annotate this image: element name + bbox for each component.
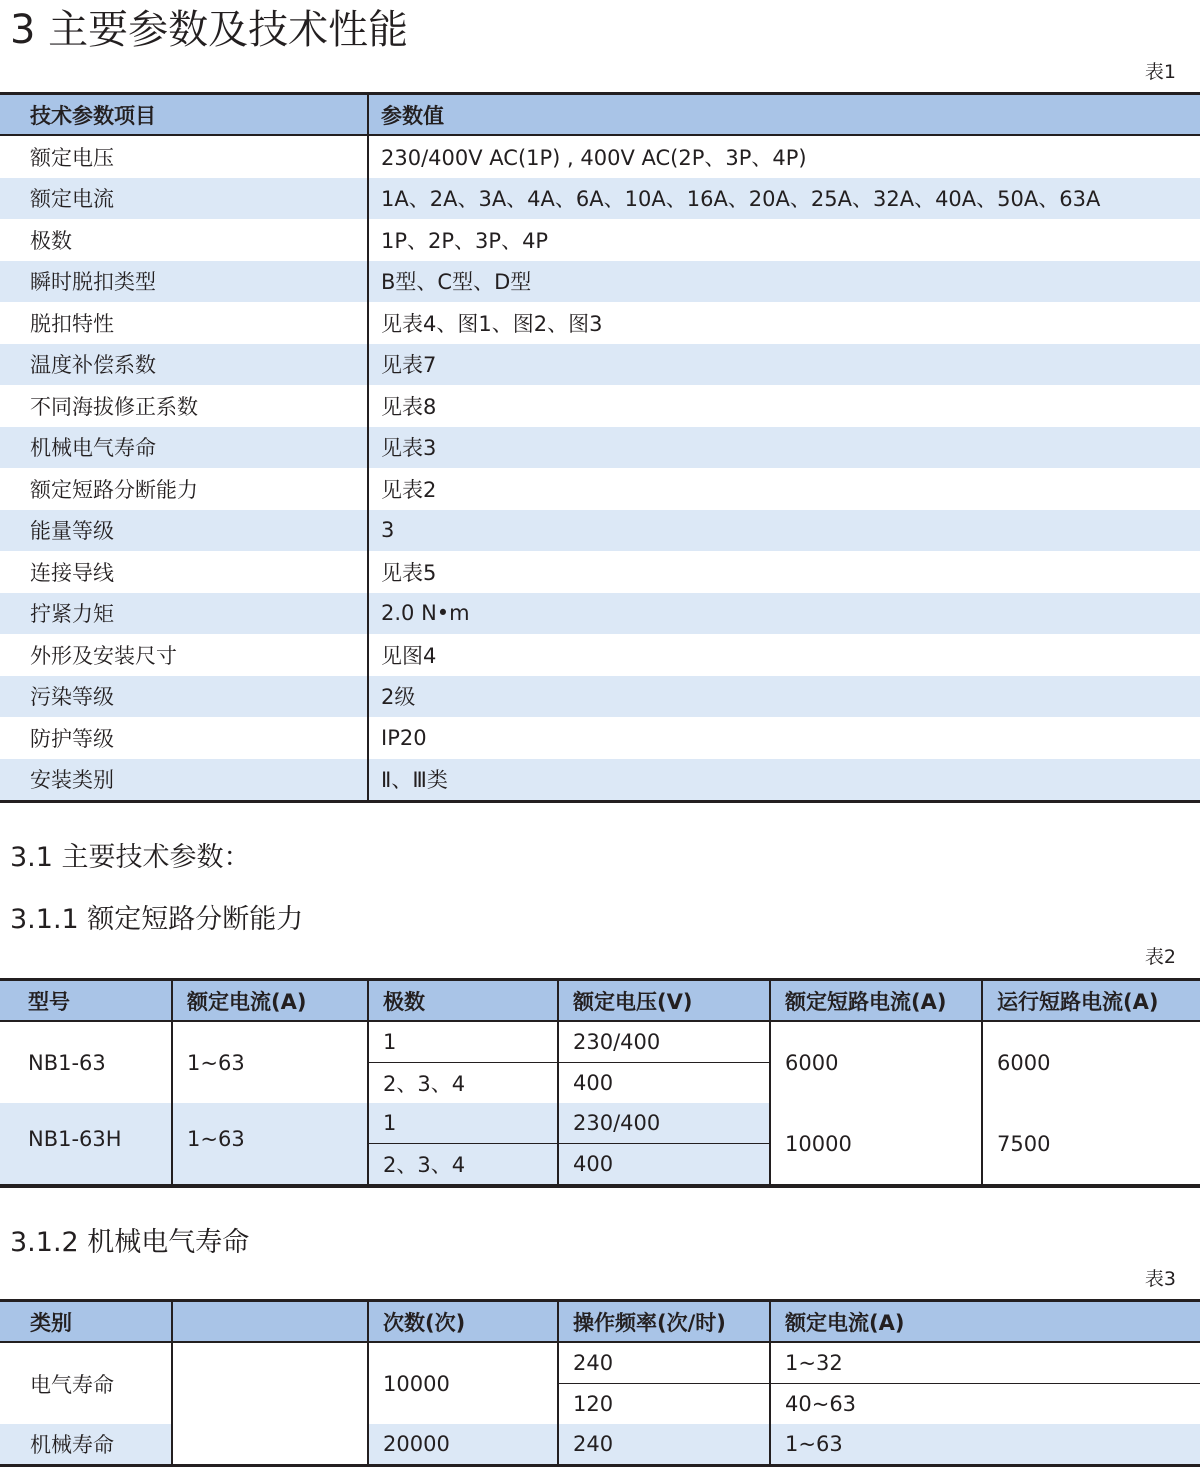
parameter-name-cell: 额定电压 — [30, 145, 114, 170]
parameter-value-cell: B型、C型、D型 — [368, 261, 1200, 303]
table-row — [0, 178, 1200, 220]
header-empty — [172, 1301, 368, 1343]
header-model: 型号 — [0, 980, 172, 1022]
table-row — [0, 1342, 1200, 1384]
table-row — [0, 344, 1200, 386]
page-title: 3 主要参数及技术性能 — [10, 7, 409, 53]
parameter-value-cell: 见表5 — [368, 551, 1200, 593]
parameter-name-cell: 机械电气寿命 — [30, 436, 156, 461]
poles-cell: 2、3、4 — [368, 1063, 558, 1104]
table1-body — [0, 135, 1200, 802]
section-3-1-1-heading: 3.1.1 额定短路分断能力 — [10, 904, 304, 935]
table-row — [0, 759, 1200, 802]
header-parameter-item: 技术参数项目 — [0, 94, 368, 136]
parameter-name-cell: 防护等级 — [30, 726, 114, 751]
parameter-value-cell: Ⅱ、Ⅲ类 — [368, 759, 1200, 802]
life-table — [0, 1299, 1200, 1467]
count-cell: 10000 — [368, 1342, 558, 1424]
header-rated-current: 额定电流(A) — [770, 1301, 1200, 1343]
parameter-name-cell: 污染等级 — [30, 685, 114, 710]
frequency-cell: 240 — [558, 1424, 770, 1466]
parameter-value-cell: 见表3 — [368, 427, 1200, 469]
poles-cell: 2、3、4 — [368, 1144, 558, 1186]
header-rated-short-circuit: 额定短路电流(A) — [770, 980, 982, 1022]
parameter-value-cell: 见图4 — [368, 634, 1200, 676]
empty-cell — [172, 1342, 368, 1466]
table-row — [0, 135, 1200, 178]
section-3-1-2-heading: 3.1.2 机械电气寿命 — [10, 1227, 250, 1258]
header-count: 次数(次) — [368, 1301, 558, 1343]
parameter-name-cell: 不同海拔修正系数 — [30, 394, 198, 419]
model-cell: NB1-63H — [28, 1127, 122, 1151]
table-header-row — [0, 1301, 1200, 1343]
table-row — [0, 385, 1200, 427]
short-circuit-cell: 10000 — [770, 1103, 982, 1186]
table-row — [0, 593, 1200, 635]
header-rated-current: 额定电流(A) — [172, 980, 368, 1022]
table-row — [0, 1103, 1200, 1144]
voltage-cell: 400 — [558, 1063, 770, 1104]
header-poles: 极数 — [368, 980, 558, 1022]
current-cell: 1~63 — [172, 1103, 368, 1186]
header-rated-voltage: 额定电压(V) — [558, 980, 770, 1022]
category-cell: 机械寿命 — [30, 1433, 114, 1457]
parameter-value-cell: 见表8 — [368, 385, 1200, 427]
table-row — [0, 468, 1200, 510]
table-row — [0, 219, 1200, 261]
table-row — [0, 1021, 1200, 1063]
current-cell: 1~32 — [770, 1342, 1200, 1384]
count-cell: 20000 — [368, 1424, 558, 1466]
parameter-value-cell: 1A、2A、3A、4A、6A、10A、16A、20A、25A、32A、40A、50A、63A — [368, 178, 1200, 220]
parameter-name-cell: 额定电流 — [30, 187, 114, 212]
poles-cell: 1 — [368, 1021, 558, 1063]
parameter-name-cell: 拧紧力矩 — [30, 602, 114, 627]
table2-caption: 表2 — [1144, 946, 1176, 968]
service-short-circuit-cell: 7500 — [982, 1103, 1200, 1186]
current-cell: 1~63 — [172, 1021, 368, 1103]
table-row — [0, 427, 1200, 469]
parameter-value-cell: 2.0 N•m — [368, 593, 1200, 635]
service-short-circuit-cell: 6000 — [982, 1021, 1200, 1103]
voltage-cell: 230/400 — [558, 1103, 770, 1144]
parameter-value-cell: 3 — [368, 510, 1200, 552]
table1-caption: 表1 — [1144, 61, 1176, 83]
short-circuit-cell: 6000 — [770, 1021, 982, 1103]
table-header-row — [0, 980, 1200, 1022]
model-cell: NB1-63 — [28, 1050, 106, 1075]
parameter-name-cell: 瞬时脱扣类型 — [30, 270, 156, 295]
table3-caption: 表3 — [1144, 1268, 1176, 1290]
parameter-value-cell: 2级 — [368, 676, 1200, 718]
frequency-cell: 120 — [558, 1384, 770, 1425]
category-cell: 电气寿命 — [30, 1372, 114, 1397]
table-row — [0, 634, 1200, 676]
header-parameter-value: 参数值 — [368, 94, 1200, 136]
parameter-name-cell: 安装类别 — [30, 768, 114, 793]
header-frequency: 操作频率(次/时) — [558, 1301, 770, 1343]
parameter-value-cell: 见表2 — [368, 468, 1200, 510]
parameter-name-cell: 脱扣特性 — [30, 311, 114, 336]
parameter-name-cell: 温度补偿系数 — [30, 353, 156, 378]
divider — [0, 1186, 1200, 1188]
parameter-value-cell: IP20 — [368, 717, 1200, 759]
header-category: 类别 — [0, 1301, 172, 1343]
frequency-cell: 240 — [558, 1342, 770, 1384]
current-cell: 40~63 — [770, 1384, 1200, 1425]
section-3-1-heading: 3.1 主要技术参数： — [10, 842, 251, 873]
table-header-row — [0, 94, 1200, 136]
parameter-name-cell: 极数 — [30, 228, 72, 253]
parameter-name-cell: 连接导线 — [30, 560, 114, 585]
table-row — [0, 510, 1200, 552]
parameter-value-cell: 见表4、图1、图2、图3 — [368, 302, 1200, 344]
parameter-value-cell: 见表7 — [368, 344, 1200, 386]
table-row — [0, 676, 1200, 718]
breaking-capacity-table — [0, 978, 1200, 1187]
table-row — [0, 551, 1200, 593]
table-row — [0, 302, 1200, 344]
parameter-name-cell: 额定短路分断能力 — [30, 477, 198, 502]
parameter-name-cell: 能量等级 — [30, 519, 114, 544]
table-row — [0, 717, 1200, 759]
parameter-name-cell: 外形及安装尺寸 — [30, 643, 177, 668]
poles-cell: 1 — [368, 1103, 558, 1144]
technical-parameters-table — [0, 92, 1200, 803]
table-row — [0, 261, 1200, 303]
parameter-value-cell: 1P、2P、3P、4P — [368, 219, 1200, 261]
voltage-cell: 230/400 — [558, 1021, 770, 1063]
current-cell: 1~63 — [770, 1424, 1200, 1466]
header-service-short-circuit: 运行短路电流(A) — [982, 980, 1200, 1022]
parameter-value-cell: 230/400V AC(1P) , 400V AC(2P、3P、4P) — [368, 135, 1200, 178]
voltage-cell: 400 — [558, 1144, 770, 1186]
